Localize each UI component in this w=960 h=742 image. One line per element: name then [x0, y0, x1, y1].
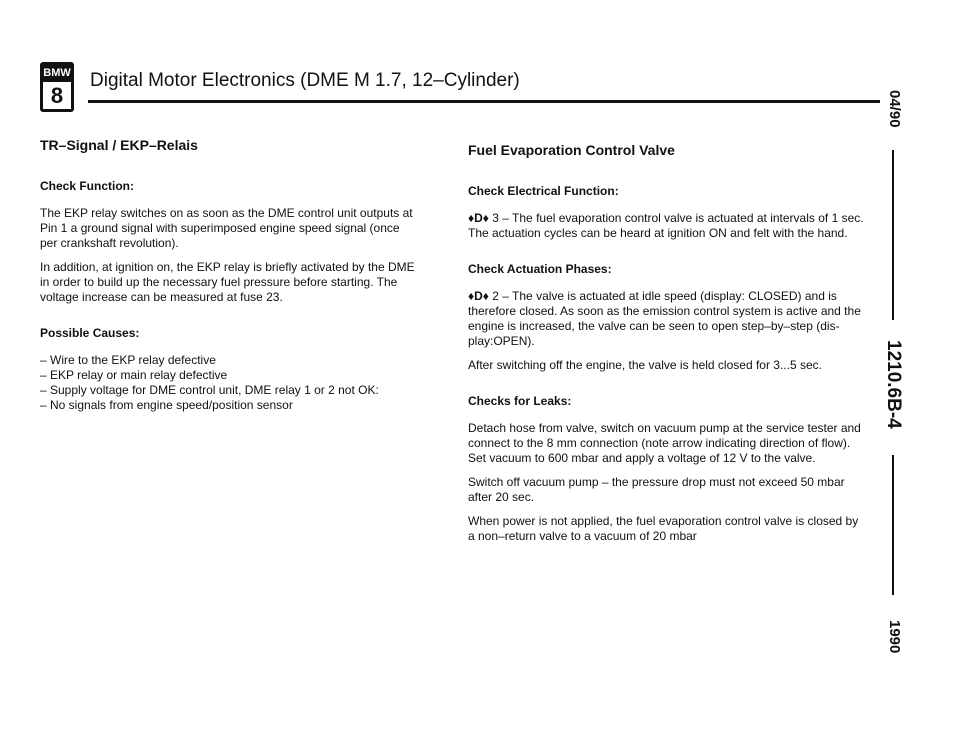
possible-causes-list	[40, 353, 420, 413]
diagnosis-tag: ♦D♦	[468, 211, 489, 225]
diagnosis-tag: ♦D♦	[468, 289, 489, 303]
bmw-series-logo	[40, 62, 74, 112]
electrical-function-heading: Check Electrical Function:	[468, 184, 619, 198]
list-item: – Supply voltage for DME control unit, DME relay 1 or 2 not OK:	[40, 383, 379, 397]
electrical-function-text: 3 – The fuel evaporation control valve is actuated at intervals of 1 sec. The actuation cycles can be heard at ignition ON and felt with the hand.	[468, 211, 864, 240]
actuation-phases-heading: Check Actuation Phases:	[468, 262, 612, 276]
possible-causes-heading: Possible Causes:	[40, 326, 140, 340]
list-item: – No signals from engine speed/position sensor	[40, 398, 293, 412]
logo-series-number: 8	[50, 83, 64, 108]
actuation-phases-after: After switching off the engine, the valve is held closed for 3...5 sec.	[468, 358, 822, 372]
left-section-title: TR–Signal / EKP–Relais	[40, 137, 198, 153]
list-item: – Wire to the EKP relay defective	[40, 353, 216, 367]
actuation-phases-text: 2 – The valve is actuated at idle speed (display: CLOSED) and is therefore closed. As soon as the emission control system is active and the engine is increased, the valve can be seen to open step–by–step (dis-play:OPEN).	[468, 289, 861, 348]
side-divider-2	[892, 455, 894, 595]
right-section-title: Fuel Evaporation Control Valve	[468, 142, 675, 158]
electrical-function-paragraph	[468, 211, 868, 241]
check-function-heading: Check Function:	[40, 179, 135, 193]
header-divider	[88, 100, 880, 103]
logo-brand: BMW	[43, 65, 71, 82]
side-date: 04/90	[886, 90, 903, 128]
left-column	[40, 138, 420, 413]
check-function-paragraph-1: The EKP relay switches on as soon as the DME control unit outputs at Pin 1 a ground signal with superimposed engine speed signal (once per crankshaft revolution).	[40, 206, 413, 250]
side-year: 1990	[886, 620, 903, 654]
leaks-paragraph-2: Switch off vacuum pump – the pressure drop must not exceed 50 mbar after 20 sec.	[468, 475, 845, 504]
leaks-heading: Checks for Leaks:	[468, 394, 572, 408]
leaks-paragraph-3: When power is not applied, the fuel evaporation control valve is closed by a non–return valve to a vacuum of 20 mbar	[468, 514, 859, 543]
side-divider-1	[892, 150, 894, 320]
check-function-paragraph-2: In addition, at ignition on, the EKP relay is briefly activated by the DME in order to build up the necessary fuel pressure before starting. The voltage increase can be measured at fuse 23.	[40, 260, 415, 304]
page-title: Digital Motor Electronics (DME M 1.7, 12–Cylinder)	[90, 70, 520, 91]
list-item: – EKP relay or main relay defective	[40, 368, 228, 382]
actuation-phases-paragraph	[468, 289, 868, 349]
right-column	[468, 143, 868, 553]
leaks-paragraph-1: Detach hose from valve, switch on vacuum pump at the service tester and connect to the 8 mm connection (note arrow indicating direction of flow). Set vacuum to 600 mbar and apply a voltage of 12 V to the valve.	[468, 421, 861, 465]
side-section-code: 1210.6B-4	[883, 340, 904, 429]
